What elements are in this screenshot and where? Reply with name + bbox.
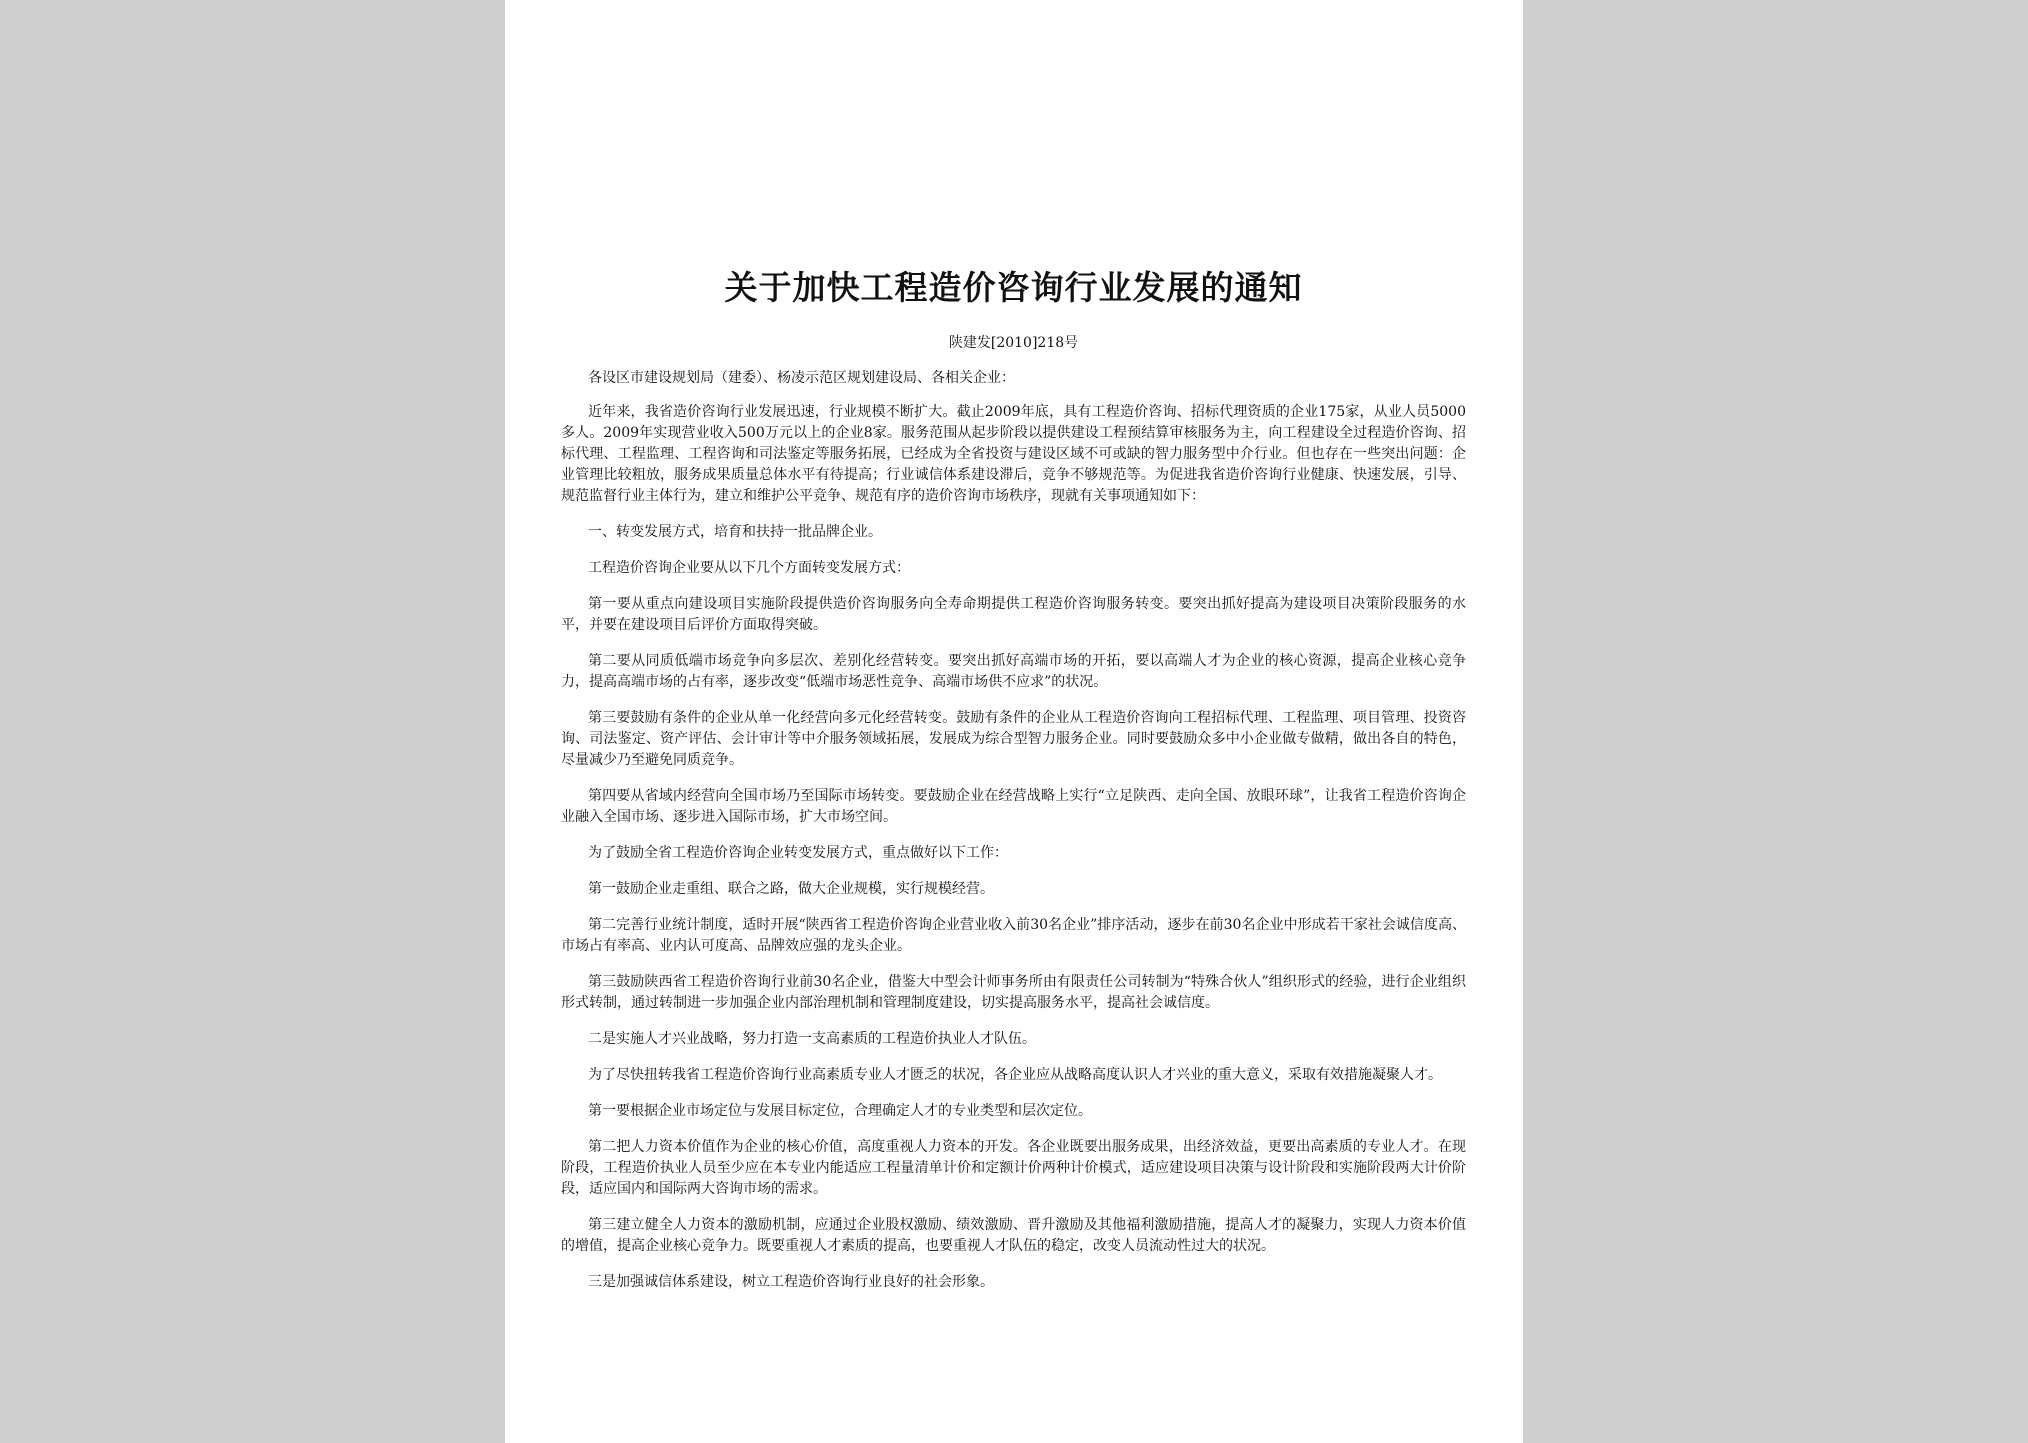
document-title: 关于加快工程造价咨询行业发展的通知 <box>724 268 1303 307</box>
paragraph: 第三要鼓励有条件的企业从单一化经营向多元化经营转变。鼓励有条件的企业从工程造价咨询向工程招标代理、工程监理、项目管理、投资咨询、司法鉴定、资产评估、会计审计等中介服务领域拓展，发展成为综合型智力服务企业。同时要鼓励众多中小企业做专做精，做出各自的特色，尽量减少乃至避免同质竞争。 <box>561 710 1466 768</box>
paragraph: 第二完善行业统计制度，适时开展“陕西省工程造价咨询企业营业收入前30名企业”排序活动，逐步在前30名企业中形成若干家社会诚信度高、市场占有率高、业内认可度高、品牌效应强的龙头企业。 <box>561 917 1466 954</box>
paragraph: 第一鼓励企业走重组、联合之路，做大企业规模，实行规模经营。 <box>588 881 994 897</box>
paragraph: 工程造价咨询企业要从以下几个方面转变发展方式： <box>588 560 910 576</box>
paragraph: 第三建立健全人力资本的激励机制，应通过企业股权激励、绩效激励、晋升激励及其他福利激励措施，提高人才的凝聚力，实现人力资本价值的增值，提高企业核心竞争力。既要重视人才素质的提高，也要重视人才队伍的稳定，改变人员流动性过大的状况。 <box>561 1217 1466 1254</box>
section-heading: 二是实施人才兴业战略，努力打造一支高素质的工程造价执业人才队伍。 <box>588 1031 1036 1047</box>
document-number: 陕建发[2010]218号 <box>948 335 1079 351</box>
paragraph: 第一要根据企业市场定位与发展目标定位，合理确定人才的专业类型和层次定位。 <box>588 1103 1092 1119</box>
section-heading: 三是加强诚信体系建设，树立工程造价咨询行业良好的社会形象。 <box>588 1274 994 1290</box>
paragraph: 近年来，我省造价咨询行业发展迅速，行业规模不断扩大。截止2009年底，具有工程造价咨询、招标代理资质的企业175家，从业人员5000多人。2009年实现营业收入500万元以上的企业8家。服务范围从起步阶段以提供建设工程预结算审核服务为主，向工程建设全过程造价咨询、招标代理、工程监理、工程咨询和司法鉴定等服务拓展，已经成为全省投资与建设区域不可或缺的智力服务型中介行业。但也存在一些突出问题：企业管理比较粗放，服务成果质量总体水平有待提高；行业诚信体系建设滞后，竞争不够规范等。为促进我省造价咨询行业健康、快速发展，引导、规范监督行业主体行为，建立和维护公平竞争、规范有序的造价咨询市场秩序，现就有关事项通知如下： <box>561 404 1466 504</box>
paragraph: 为了尽快扭转我省工程造价咨询行业高素质专业人才匮乏的状况，各企业应从战略高度认识人才兴业的重大意义，采取有效措施凝聚人才。 <box>588 1067 1442 1083</box>
paragraph: 为了鼓励全省工程造价咨询企业转变发展方式，重点做好以下工作： <box>588 845 1008 861</box>
paragraph: 第三鼓励陕西省工程造价咨询行业前30名企业，借鉴大中型会计师事务所由有限责任公司转制为“特殊合伙人”组织形式的经验，进行企业组织形式转制，通过转制进一步加强企业内部治理机制和管理制度建设，切实提高服务水平，提高社会诚信度。 <box>561 974 1466 1011</box>
addressee: 各设区市建设规划局（建委）、杨凌示范区规划建设局、各相关企业： <box>588 370 1015 386</box>
document-page <box>505 0 1523 1443</box>
section-heading: 一、转变发展方式，培育和扶持一批品牌企业。 <box>588 524 882 540</box>
document-body <box>561 402 1466 1293</box>
paragraph: 第一要从重点向建设项目实施阶段提供造价咨询服务向全寿命期提供工程造价咨询服务转变。要突出抓好提高为建设项目决策阶段服务的水平，并要在建设项目后评价方面取得突破。 <box>561 596 1466 633</box>
paragraph: 第二要从同质低端市场竞争向多层次、差别化经营转变。要突出抓好高端市场的开拓，要以高端人才为企业的核心资源，提高企业核心竞争力，提高高端市场的占有率，逐步改变“低端市场恶性竞争、高端市场供不应求”的状况。 <box>561 653 1466 690</box>
paragraph: 第二把人力资本价值作为企业的核心价值，高度重视人力资本的开发。各企业既要出服务成果，出经济效益，更要出高素质的专业人才。在现阶段，工程造价执业人员至少应在本专业内能适应工程量清单计价和定额计价两种计价模式，适应建设项目决策与设计阶段和实施阶段两大计价阶段，适应国内和国际两大咨询市场的需求。 <box>561 1139 1466 1197</box>
paragraph: 第四要从省域内经营向全国市场乃至国际市场转变。要鼓励企业在经营战略上实行“立足陕西、走向全国、放眼环球”，让我省工程造价咨询企业融入全国市场、逐步进入国际市场，扩大市场空间。 <box>561 788 1466 825</box>
